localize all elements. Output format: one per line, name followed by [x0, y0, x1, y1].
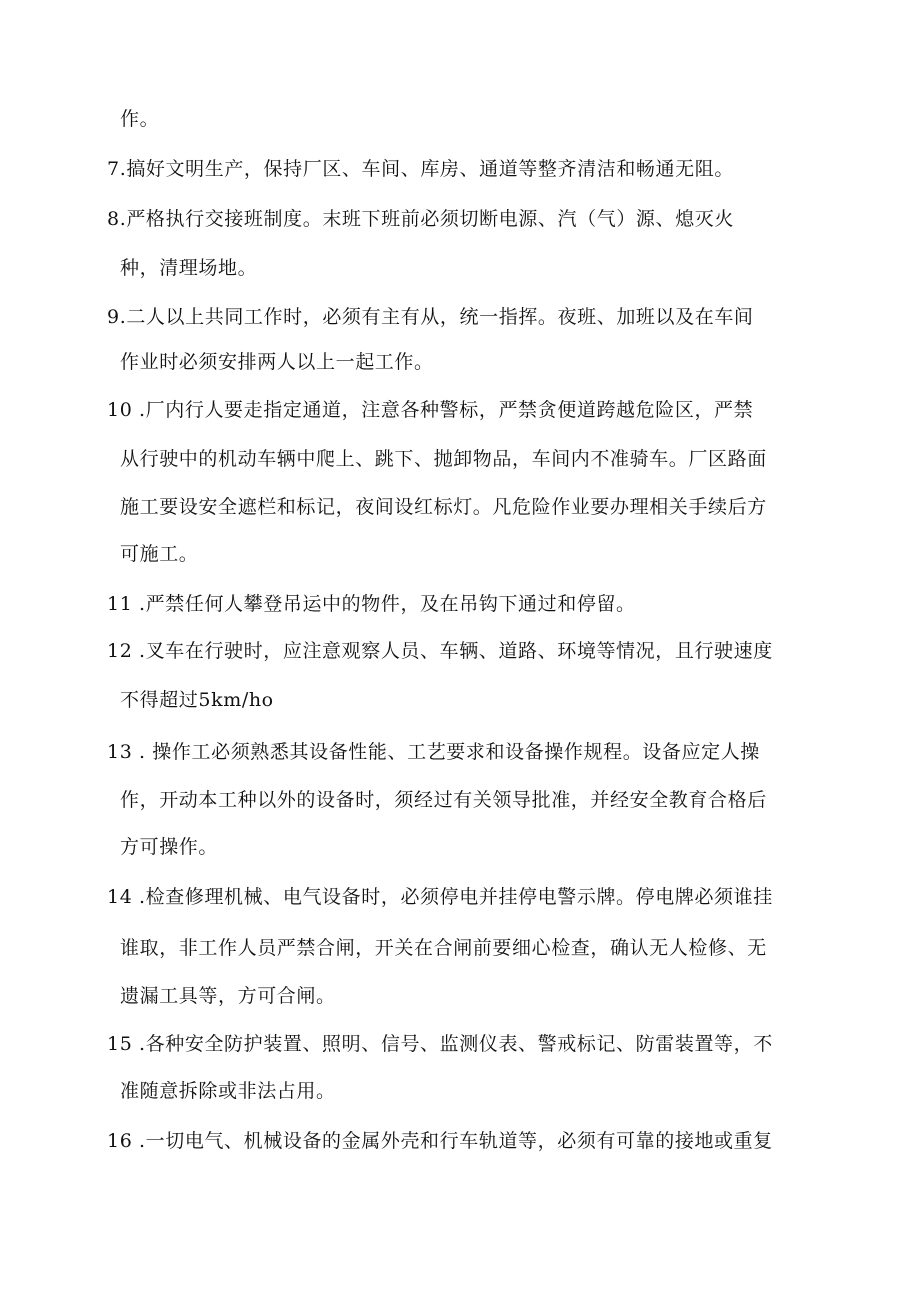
text-line-12: 12 .叉车在行驶时，应注意观察人员、车辆、道路、环境等情况，且行驶速度 [107, 640, 773, 662]
text-line-16: 方可操作。 [120, 836, 219, 858]
text-line-2: 7.搞好文明生产，保持厂区、车间、库房、通道等整齐清洁和畅通无阻。 [107, 158, 734, 180]
text-line-15: 作，开动本工种以外的设备时，须经过有关领导批准，并经安全教育合格后 [120, 789, 767, 811]
text-line-9: 施工要设安全遮栏和标记，夜间设红标灯。凡危险作业要办理相关手续后方 [120, 496, 767, 518]
text-line-6: 作业时必须安排两人以上一起工作。 [120, 351, 434, 373]
text-line-20: 15 .各种安全防护装置、照明、信号、监测仪表、警戒标记、防雷装置等，不 [107, 1033, 773, 1055]
text-line-5: 9.二人以上共同工作时，必须有主有从，统一指挥。夜班、加班以及在车间 [107, 306, 754, 328]
text-line-17: 14 .检查修理机械、电气设备时，必须停电并挂停电警示牌。停电牌必须谁挂 [107, 886, 773, 908]
text-line-7: 10 .厂内行人要走指定通道，注意各种警标，严禁贪便道跨越危险区，严禁 [107, 399, 754, 421]
text-line-10: 可施工。 [120, 543, 199, 565]
text-line-3: 8.严格执行交接班制度。末班下班前必须切断电源、汽（气）源、熄灭火 [107, 208, 734, 230]
text-line-8: 从行驶中的机动车辆中爬上、跳下、抛卸物品，车间内不准骑车。厂区路面 [120, 448, 767, 470]
text-line-22: 16 .一切电气、机械设备的金属外壳和行车轨道等，必须有可靠的接地或重复 [107, 1130, 773, 1152]
text-line-4: 种，清理场地。 [120, 257, 258, 279]
text-line-1: 作。 [120, 108, 160, 130]
text-line-11: 11 .严禁任何人攀登吊运中的物件，及在吊钩下通过和停留。 [107, 593, 636, 615]
text-line-18: 谁取，非工作人员严禁合闸，开关在合闸前要细心检查，确认无人检修、无 [120, 937, 767, 959]
text-line-21: 准随意拆除或非法占用。 [120, 1080, 336, 1102]
text-line-19: 遗漏工具等，方可合闸。 [120, 985, 336, 1007]
text-line-14: 13 . 操作工必须熟悉其设备性能、工艺要求和设备操作规程。设备应定人操 [107, 741, 760, 763]
text-line-13: 不得超过5km∕ho [120, 689, 274, 711]
